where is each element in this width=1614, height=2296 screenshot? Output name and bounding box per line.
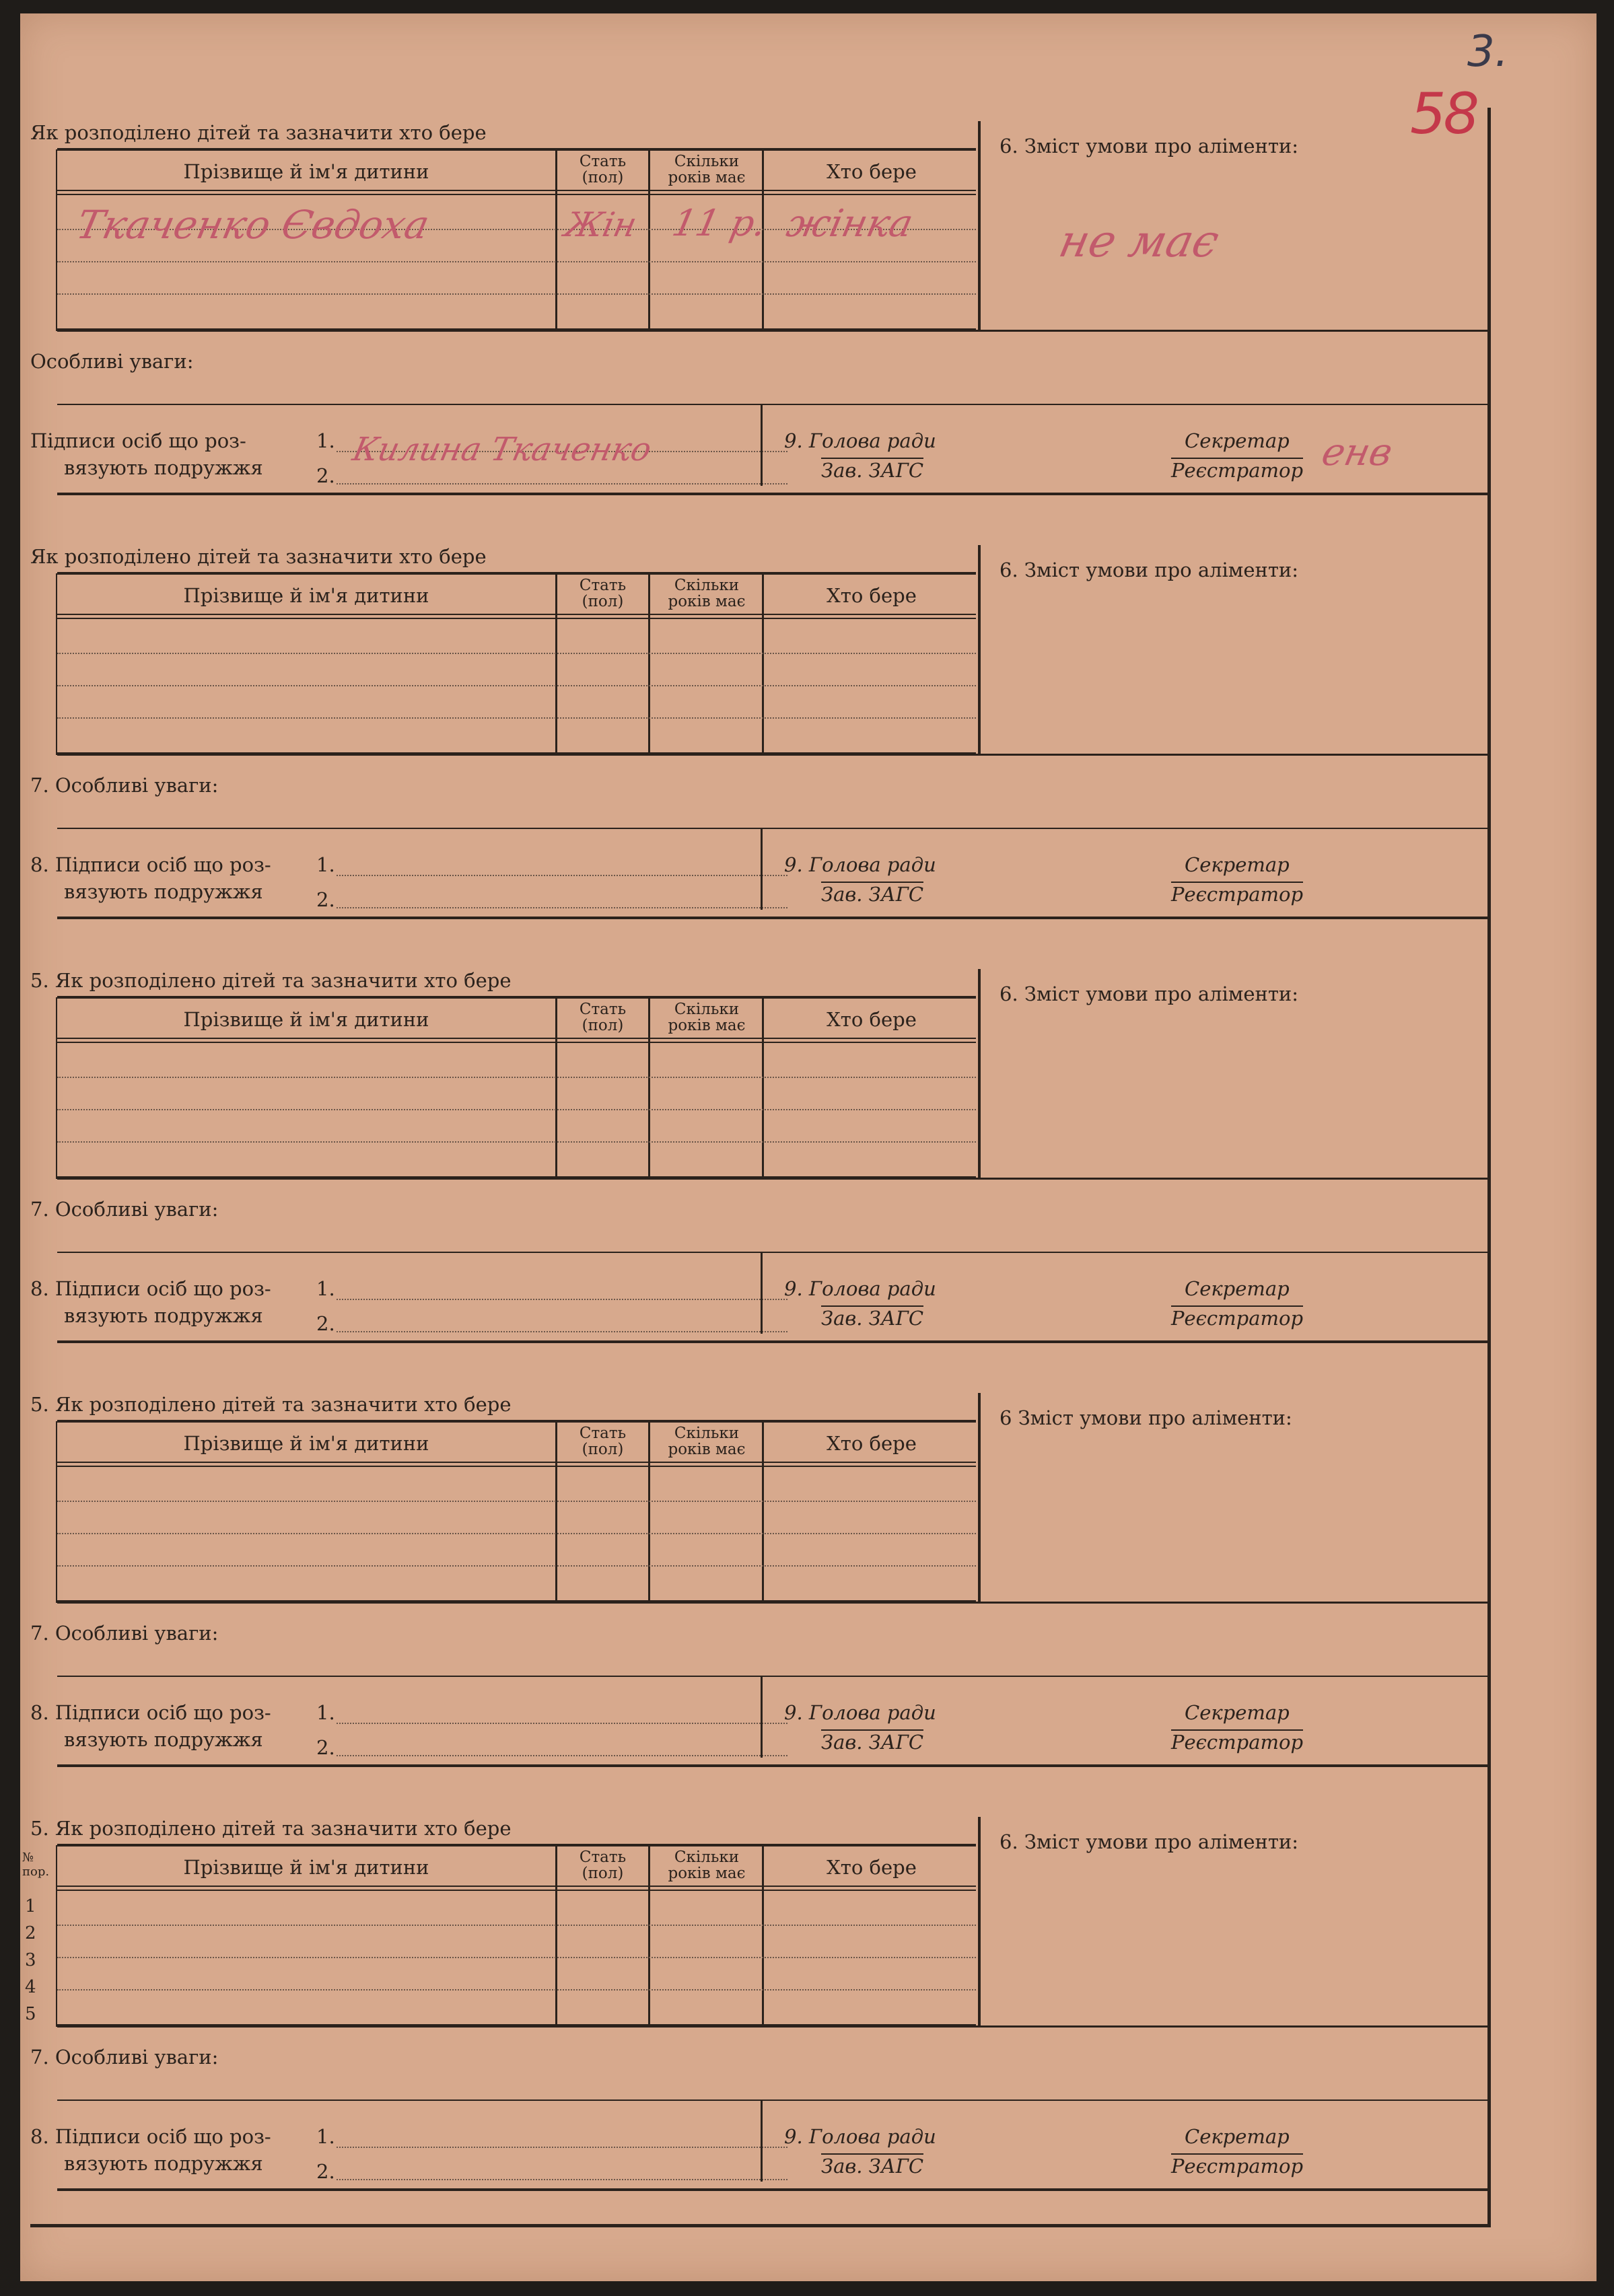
divorce-record-section <box>30 962 1481 1393</box>
alimony-handwritten: не має <box>1054 215 1224 267</box>
field5-number: 5. <box>30 1393 49 1416</box>
column-sex: Стать <box>579 1425 627 1442</box>
child-who-handwritten: жінка <box>783 202 917 246</box>
row-number-header: № пор. <box>22 1851 50 1879</box>
field7-number: 7. <box>30 774 49 797</box>
field7-number: 7. <box>30 1198 49 1221</box>
signature-1-label: 1. <box>316 429 335 452</box>
row-number: 2 <box>25 1923 36 1943</box>
field9-number: 9. <box>784 853 803 876</box>
column-age-sub: років має <box>668 1441 746 1458</box>
column-who-takes: Хто бере <box>827 1856 917 1879</box>
column-sex-sub: (пол) <box>582 1441 624 1458</box>
child-age-handwritten: 11 р. <box>668 202 771 244</box>
divorce-record-section <box>22 1810 1481 2241</box>
field5-label: Як розподілено дітей та зазначити хто бере <box>30 545 487 568</box>
column-sex: Стать <box>579 153 627 170</box>
field7-number: 7. <box>30 2046 49 2069</box>
field8-number: 8. <box>30 2125 49 2148</box>
corner-mark: 3. <box>1467 27 1509 77</box>
field6-number: 6. <box>999 135 1018 157</box>
column-who-takes: Хто бере <box>827 1432 917 1455</box>
column-age-sub: років має <box>668 1017 746 1034</box>
divorce-record-section <box>30 538 1481 969</box>
registrar-label: Реєстратор <box>1171 1731 1304 1754</box>
column-age-sub: років має <box>668 1865 746 1882</box>
row-number: 3 <box>25 1950 36 1970</box>
column-who-takes: Хто бере <box>827 160 917 183</box>
field5-label: Як розподілено дітей та зазначити хто бере <box>30 121 487 144</box>
page-frame-right <box>1487 108 1491 2227</box>
field5-label: Як розподілено дітей та зазначити хто бере <box>55 969 512 992</box>
field9-number: 9. <box>784 429 803 452</box>
zags-head-label: Зав. ЗАГС <box>821 2155 924 2178</box>
column-sex: Стать <box>579 577 627 594</box>
registrar-label: Реєстратор <box>1171 1307 1304 1330</box>
column-who-takes: Хто бере <box>827 1008 917 1031</box>
field7-label: Особливі уваги: <box>55 1198 219 1221</box>
column-sex-sub: (пол) <box>582 1865 624 1882</box>
field7-label: Особливі уваги: <box>55 1622 219 1645</box>
field8-number: 8. <box>30 1277 49 1300</box>
field8-label-1: Підписи осіб що роз- <box>55 1277 271 1300</box>
page-number: 58 <box>1410 81 1477 147</box>
field8-number: 8. <box>30 853 49 876</box>
signature-2-label: 2. <box>316 1736 335 1759</box>
zags-head-label: Зав. ЗАГС <box>821 459 924 482</box>
head-of-council-label: Голова ради <box>808 853 936 876</box>
column-age-sub: років має <box>668 169 746 186</box>
field8-label-1: Підписи осіб що роз- <box>30 429 246 452</box>
field9-number: 9. <box>784 1701 803 1724</box>
zags-head-label: Зав. ЗАГС <box>821 883 924 906</box>
secretary-label: Секретар <box>1185 2125 1290 2148</box>
field7-number: 7. <box>30 1622 49 1645</box>
field6-label: Зміст умови про аліменти: <box>1024 559 1298 581</box>
field5-number: 5. <box>30 969 49 992</box>
zags-head-label: Зав. ЗАГС <box>821 1731 924 1754</box>
field6-label: Зміст умови про аліменти: <box>1024 982 1298 1005</box>
secretary-label: Секретар <box>1185 1701 1290 1724</box>
column-sex-sub: (пол) <box>582 593 624 610</box>
registrar-sign-handwritten: енв <box>1318 431 1397 474</box>
child-name-handwritten: Ткаченко Євдоха <box>72 202 433 248</box>
divorce-record-section <box>30 1386 1481 1817</box>
column-child-name: Прізвище й ім'я дитини <box>183 584 429 607</box>
column-child-name: Прізвище й ім'я дитини <box>183 160 429 183</box>
column-sex-sub: (пол) <box>582 1017 624 1034</box>
field8-label-2: вязують подружжя <box>64 1728 263 1751</box>
field6-label: Зміст умови про аліменти: <box>1018 1406 1292 1429</box>
signature-2-label: 2. <box>316 2160 335 2183</box>
column-child-name: Прізвище й ім'я дитини <box>183 1432 429 1455</box>
signature-1-label: 1. <box>316 1701 335 1724</box>
field8-label-1: Підписи осіб що роз- <box>55 1701 271 1724</box>
signature-1-handwritten: Килина Ткаченко <box>349 431 655 468</box>
column-who-takes: Хто бере <box>827 584 917 607</box>
field7-label: Особливі уваги: <box>30 350 194 373</box>
head-of-council-label: Голова ради <box>808 1277 936 1300</box>
field6-number: 6 <box>999 1406 1012 1429</box>
row-number: 1 <box>25 1896 36 1916</box>
column-age: Скільки <box>674 1849 740 1866</box>
field6-label: Зміст умови про аліменти: <box>1024 135 1298 157</box>
head-of-council-label: Голова ради <box>808 2125 936 2148</box>
divorce-record-section <box>30 114 1481 545</box>
field8-label-2: вязують подружжя <box>64 1304 263 1327</box>
secretary-label: Секретар <box>1185 429 1290 452</box>
field7-label: Особливі уваги: <box>55 774 219 797</box>
signature-1-label: 1. <box>316 2125 335 2148</box>
column-age: Скільки <box>674 1425 740 1442</box>
signature-2-label: 2. <box>316 888 335 911</box>
registrar-label: Реєстратор <box>1171 459 1304 482</box>
head-of-council-label: Голова ради <box>808 429 936 452</box>
signature-2-label: 2. <box>316 1312 335 1335</box>
field8-label-2: вязують подружжя <box>64 456 263 479</box>
child-sex-handwritten: Жін <box>561 205 641 244</box>
field6-number: 6. <box>999 1830 1018 1853</box>
registrar-label: Реєстратор <box>1171 883 1304 906</box>
field5-number: 5. <box>30 1817 49 1840</box>
field8-label-2: вязують подружжя <box>64 880 263 903</box>
column-sex-sub: (пол) <box>582 169 624 186</box>
column-age-sub: років має <box>668 593 746 610</box>
column-sex: Стать <box>579 1849 627 1866</box>
secretary-label: Секретар <box>1185 853 1290 876</box>
field8-label-1: Підписи осіб що роз- <box>55 2125 271 2148</box>
signature-1-label: 1. <box>316 853 335 876</box>
field8-number: 8. <box>30 1701 49 1724</box>
column-sex: Стать <box>579 1001 627 1018</box>
field9-number: 9. <box>784 1277 803 1300</box>
field6-label: Зміст умови про аліменти: <box>1024 1830 1298 1853</box>
field7-label: Особливі уваги: <box>55 2046 219 2069</box>
registrar-label: Реєстратор <box>1171 2155 1304 2178</box>
field6-number: 6. <box>999 559 1018 581</box>
column-age: Скільки <box>674 1001 740 1018</box>
zags-head-label: Зав. ЗАГС <box>821 1307 924 1330</box>
signature-2-label: 2. <box>316 464 335 487</box>
head-of-council-label: Голова ради <box>808 1701 936 1724</box>
field5-label: Як розподілено дітей та зазначити хто бере <box>55 1817 512 1840</box>
row-number: 5 <box>25 2004 36 2024</box>
field8-label-1: Підписи осіб що роз- <box>55 853 271 876</box>
field5-label: Як розподілено дітей та зазначити хто бере <box>55 1393 512 1416</box>
column-age: Скільки <box>674 153 740 170</box>
field6-number: 6. <box>999 982 1018 1005</box>
signature-1-label: 1. <box>316 1277 335 1300</box>
field8-label-2: вязують подружжя <box>64 2152 263 2175</box>
secretary-label: Секретар <box>1185 1277 1290 1300</box>
field9-number: 9. <box>784 2125 803 2148</box>
column-child-name: Прізвище й ім'я дитини <box>183 1856 429 1879</box>
column-child-name: Прізвище й ім'я дитини <box>183 1008 429 1031</box>
column-age: Скільки <box>674 577 740 594</box>
row-number: 4 <box>25 1977 36 1997</box>
